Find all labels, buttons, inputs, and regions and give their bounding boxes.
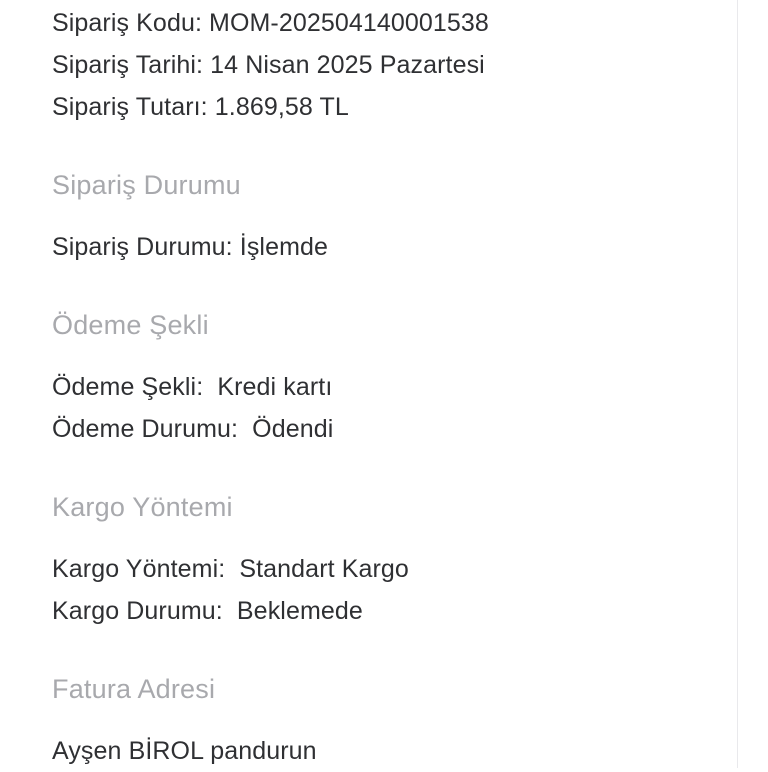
payment-method-value-line: Ödeme Şekli: Kredi kartı bbox=[52, 373, 333, 401]
order-status-section bbox=[52, 168, 768, 268]
payment-status-value-line: Ödeme Durumu: Ödendi bbox=[52, 415, 334, 443]
order-date-line: Sipariş Tarihi: 14 Nisan 2025 Pazartesi bbox=[52, 51, 485, 79]
order-summary-block bbox=[52, 0, 768, 128]
billing-address-name-line: Ayşen BİROL pandurun bbox=[52, 737, 317, 765]
vertical-divider bbox=[737, 0, 738, 768]
shipping-status-value-line: Kargo Durumu: Beklemede bbox=[52, 597, 363, 625]
order-status-heading: Sipariş Durumu bbox=[52, 170, 241, 200]
order-total-line: Sipariş Tutarı: 1.869,58 TL bbox=[52, 93, 349, 121]
order-code-line: Sipariş Kodu: MOM-202504140001538 bbox=[52, 9, 489, 37]
payment-method-section bbox=[52, 308, 768, 450]
payment-method-heading: Ödeme Şekli bbox=[52, 310, 209, 340]
shipping-method-heading: Kargo Yöntemi bbox=[52, 492, 233, 522]
shipping-method-section bbox=[52, 490, 768, 632]
order-status-value-line: Sipariş Durumu: İşlemde bbox=[52, 233, 329, 261]
billing-address-section bbox=[52, 672, 768, 772]
billing-address-heading: Fatura Adresi bbox=[52, 674, 216, 704]
shipping-method-value-line: Kargo Yöntemi: Standart Kargo bbox=[52, 555, 409, 583]
